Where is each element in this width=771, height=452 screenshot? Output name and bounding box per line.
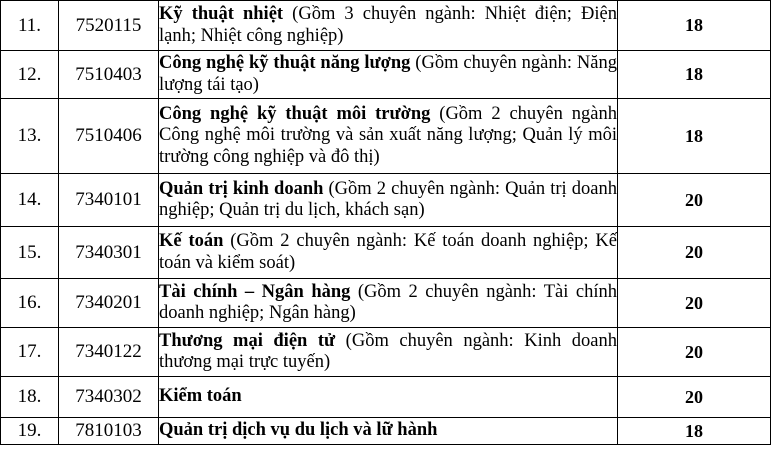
major-name-bold: Quản trị dịch vụ du lịch và lữ hành [159,420,438,441]
cell-row-index: 12. [1,51,59,99]
cell-major-name [159,174,618,227]
major-name-detail: (Gồm 3 chuyên ngành: Nhiệt điện; Điện lạnh; Nhiệt công nghiệp) [159,4,617,46]
cell-quota: 20 [618,328,771,377]
major-name-bold: Tài chính – Ngân hàng [159,281,351,302]
major-name-bold: Kỹ thuật nhiệt [159,4,284,25]
major-name-bold: Kiểm toán [159,386,242,407]
major-name-detail: (Gồm 2 chuyên ngành Công nghệ môi trường và sản xuất năng lượng; Quản lý môi trường công nghiệp và đô thị) [159,103,617,167]
cell-row-index: 19. [1,418,59,445]
major-name-bold: Thương mại điện tử [159,330,336,351]
cell-quota: 18 [618,418,771,445]
cell-major-name [159,51,618,99]
cell-major-name [159,328,618,377]
cell-major-name [159,227,618,279]
cell-major-code: 7520115 [59,1,159,51]
major-name-detail: (Gồm chuyên ngành: Năng lượng tái tạo) [159,53,617,95]
cell-row-index: 16. [1,279,59,328]
cell-major-name [159,279,618,328]
table-row [1,99,771,174]
table-row [1,279,771,328]
table-row [1,328,771,377]
table-row [1,51,771,99]
cell-row-index: 13. [1,99,59,174]
table-row [1,227,771,279]
table-row [1,174,771,227]
table-row [1,377,771,418]
cell-major-name [159,418,618,445]
cell-major-code: 7510406 [59,99,159,174]
major-name-detail: (Gồm chuyên ngành: Kinh doanh thương mại trực tuyến) [159,330,617,372]
major-name-bold: Quản trị kinh doanh [159,178,324,199]
major-name-detail: (Gồm 2 chuyên ngành: Tài chính doanh nghiệp; Ngân hàng) [159,281,617,323]
cell-quota: 18 [618,51,771,99]
major-name-bold: Kế toán [159,231,224,252]
major-name-detail: (Gồm 2 chuyên ngành: Kế toán doanh nghiệp; Kế toán và kiểm soát) [159,231,617,273]
cell-quota: 20 [618,174,771,227]
cell-row-index: 14. [1,174,59,227]
major-name-bold: Công nghệ kỹ thuật năng lượng [159,53,411,74]
cell-major-name [159,99,618,174]
cell-major-code: 7340301 [59,227,159,279]
cell-quota: 20 [618,377,771,418]
table-body [1,1,771,445]
major-name-bold: Công nghệ kỹ thuật môi trường [159,103,431,124]
table-row [1,1,771,51]
cell-major-code: 7810103 [59,418,159,445]
cell-major-code: 7510403 [59,51,159,99]
cell-quota: 18 [618,99,771,174]
cell-row-index: 11. [1,1,59,51]
cell-quota: 18 [618,1,771,51]
cell-row-index: 18. [1,377,59,418]
cell-major-code: 7340122 [59,328,159,377]
cell-major-name [159,377,618,418]
cell-row-index: 15. [1,227,59,279]
cell-major-name [159,1,618,51]
cell-major-code: 7340201 [59,279,159,328]
cell-quota: 20 [618,279,771,328]
table-row [1,418,771,445]
major-name-detail: (Gồm 2 chuyên ngành: Quản trị doanh nghiệp; Quản trị du lịch, khách sạn) [159,178,617,220]
cell-row-index: 17. [1,328,59,377]
cell-quota: 20 [618,227,771,279]
cell-major-code: 7340101 [59,174,159,227]
cell-major-code: 7340302 [59,377,159,418]
